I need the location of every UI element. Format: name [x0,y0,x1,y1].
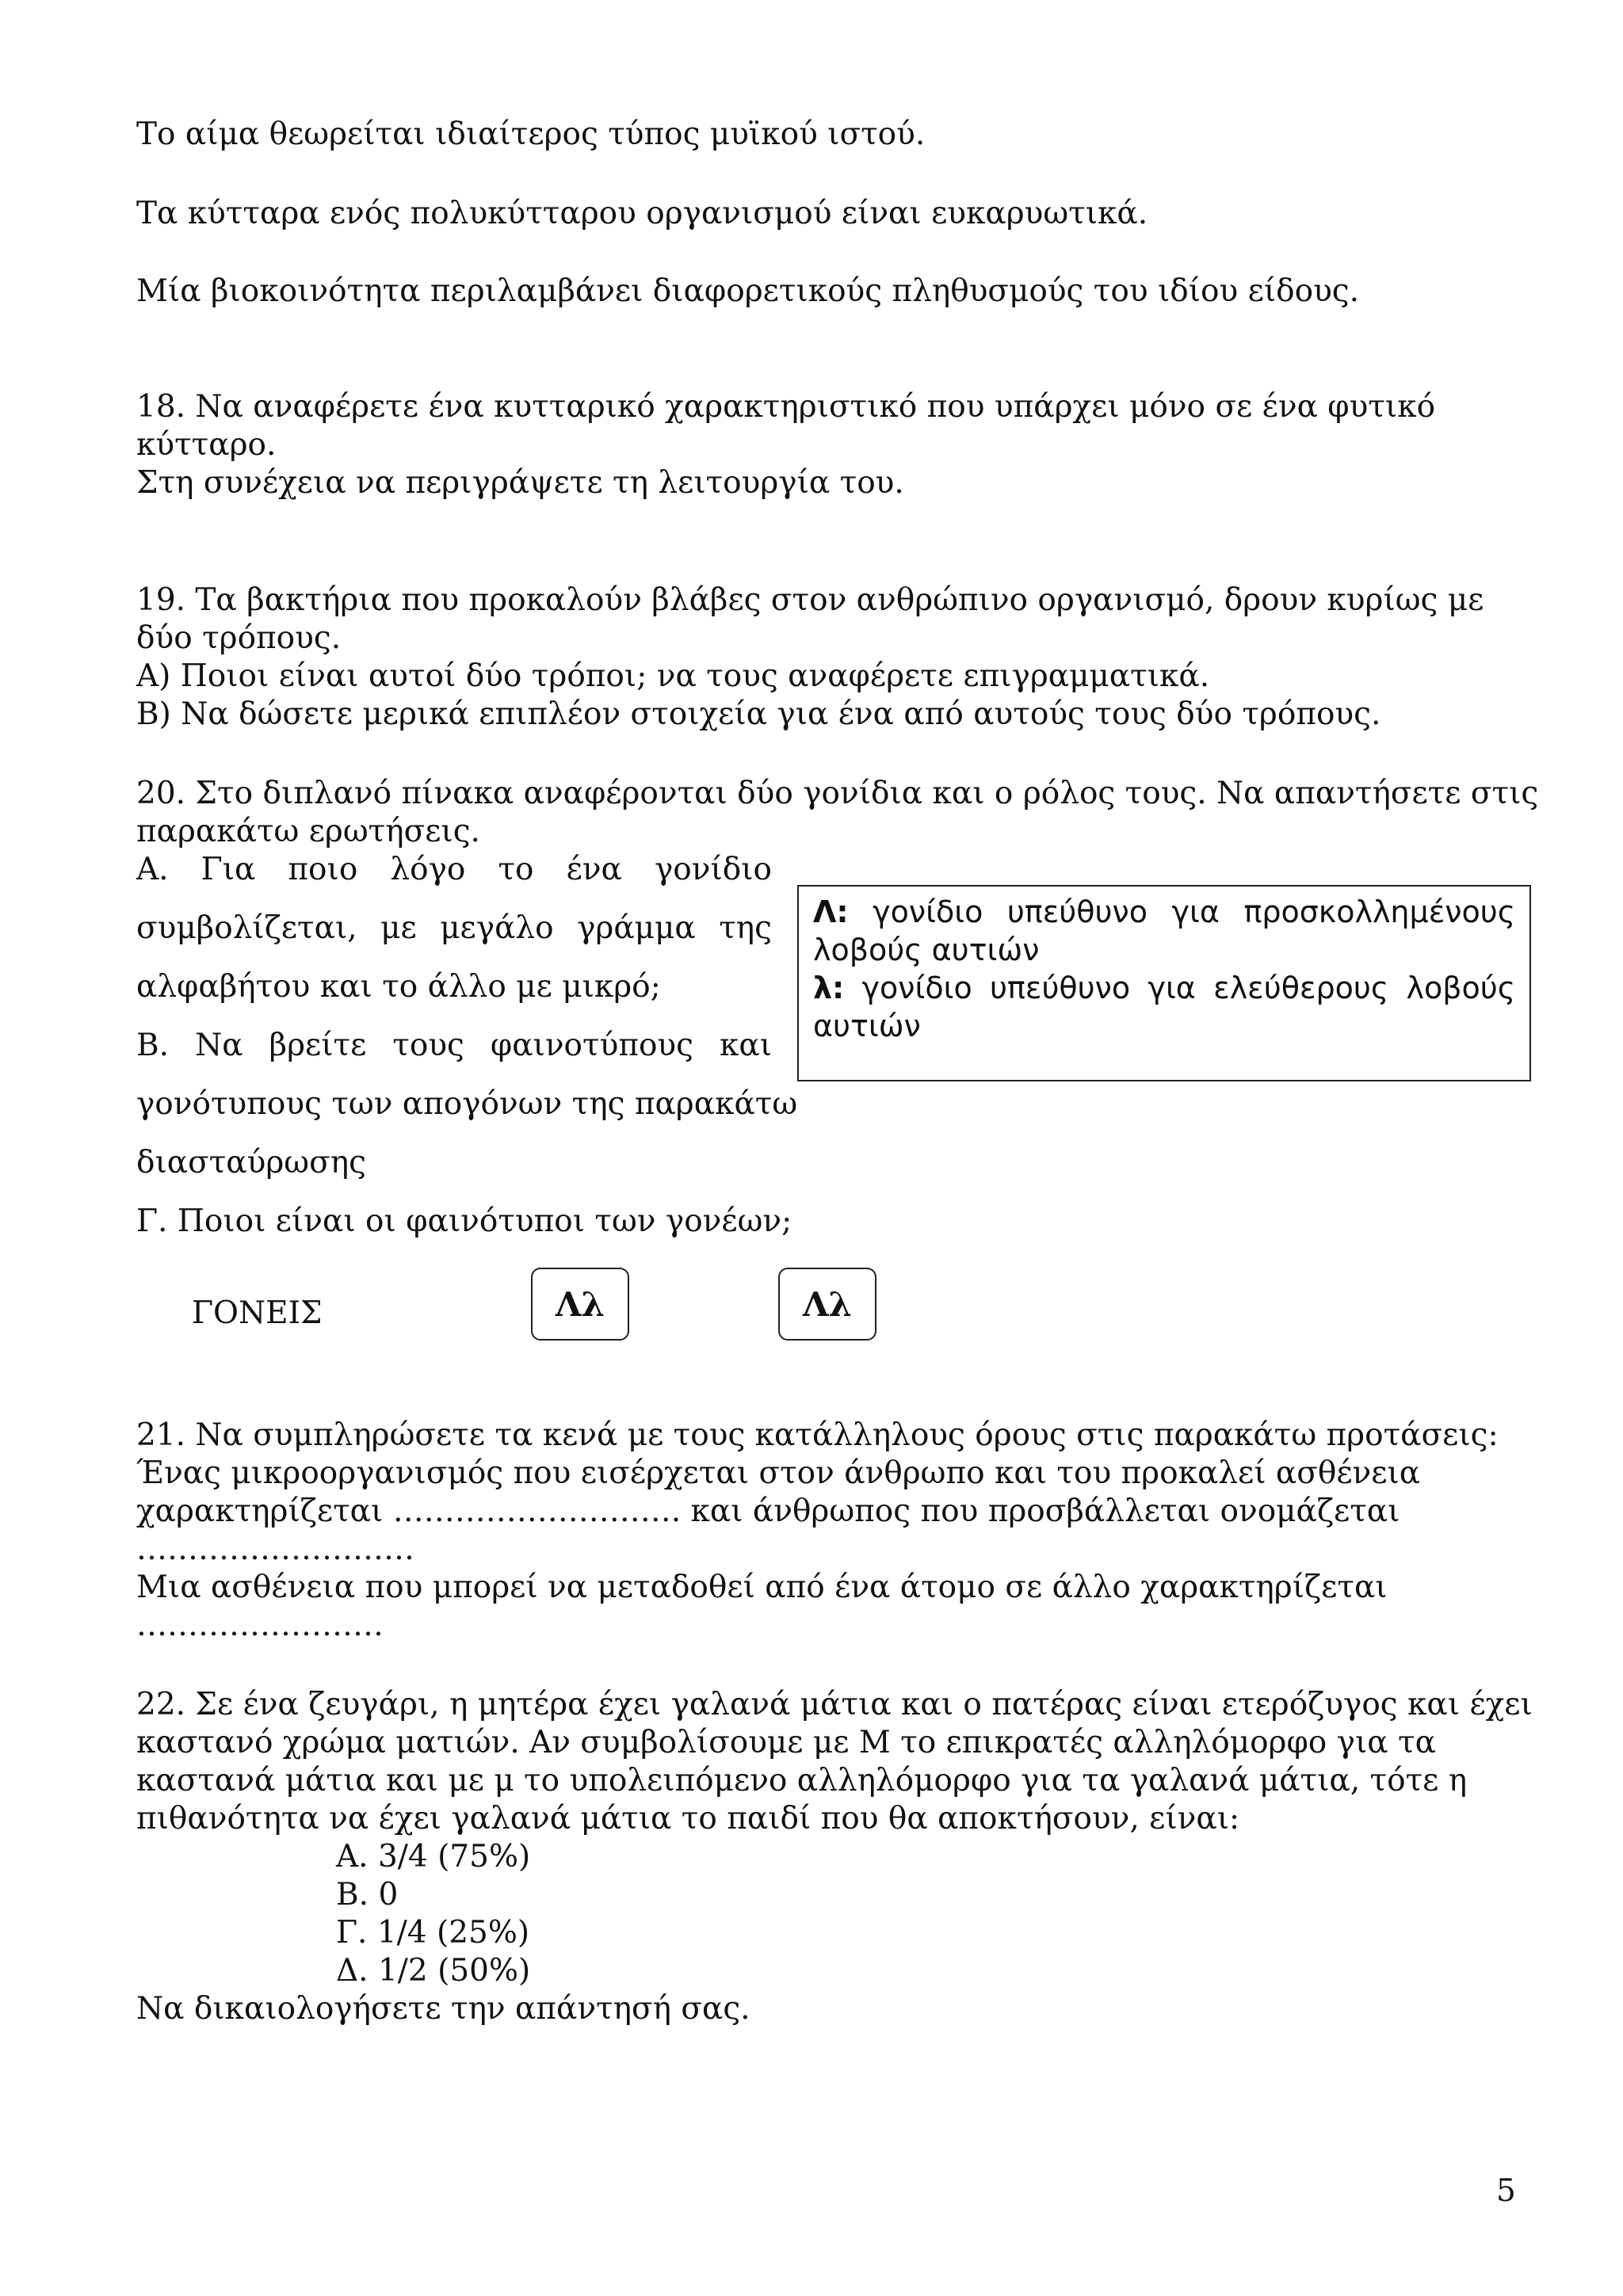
q21-line-6: …………………… [136,1608,384,1643]
gene-dominant-desc-2: λοβούς αυτιών [813,933,1040,967]
q19-line-3: Α) Ποιοι είναι αυτοί δύο τρόποι; να τους αναφέρετε επιγραμματικά. [136,658,1210,694]
q19-line-1: 19. Τα βακτήρια που προκαλούν βλάβες στον ανθρώπινο οργανισμό, δρουν κυρίως με [136,582,1484,618]
q22-line-3: καστανά μάτια και με μ το υπολειπόμενο αλληλόμορφο για τα γαλανά μάτια, τότε η [136,1763,1468,1798]
q20-b-line-3: διασταύρωσης [136,1145,366,1180]
statement-1: Το αίμα θεωρείται ιδιαίτερος τύπος μυϊκού ιστού. [136,116,926,152]
q22-option-c: Γ. 1/4 (25%) [336,1915,530,1951]
q22-closing: Να δικαιολογήσετε την απάντησή σας. [136,1991,750,2027]
parents-label: ΓΟΝΕΙΣ [192,1295,323,1331]
gene-recessive-desc-1: γονίδιο υπεύθυνο για ελεύθερους λοβούς [844,971,1515,1005]
gene-dominant-desc-1: γονίδιο υπεύθυνο για προσκολλημένους [848,894,1515,929]
gene-recessive-desc-2: αυτιών [813,1009,921,1043]
q20-c-line-1: Γ. Ποιοι είναι οι φαινότυποι των γονέων; [136,1203,792,1239]
q20-b-line-2: γονότυπους των απογόνων της παρακάτω [136,1086,798,1122]
q19-line-4: Β) Να δώσετε μερικά επιπλέον στοιχεία για ένα από αυτούς τους δύο τρόπους. [136,696,1381,732]
gene-table [797,885,1531,1081]
q21-line-1: 21. Να συμπληρώσετε τα κενά με τους κατάλληλους όρους στις παρακάτω προτάσεις: [136,1417,1499,1453]
gene-dominant-row [813,893,1515,931]
parent-2-genotype: Λλ [778,1268,876,1341]
q18-line-1: 18. Να αναφέρετε ένα κυτταρικό χαρακτηριστικό που υπάρχει μόνο σε ένα φυτικό [136,389,1436,425]
q20-a-line-1: Α. Για ποιο λόγο το ένα γονίδιο [136,852,772,887]
q22-line-2: καστανό χρώμα ματιών. Αν συμβολίσουμε με Μ το επικρατές αλληλόμορφο για τα [136,1725,1436,1760]
q18-line-3: Στη συνέχεια να περιγράψετε τη λειτουργία του. [136,465,904,501]
q22-option-d: Δ. 1/2 (50%) [336,1953,531,1989]
q19-line-2: δύο τρόπους. [136,620,342,656]
q21-line-5: Μια ασθένεια που μπορεί να μεταδοθεί από ένα άτομο σε άλλο χαρακτηρίζεται [136,1569,1388,1605]
q18-line-2: κύτταρο. [136,427,277,463]
gene-dominant-symbol: Λ: [813,894,849,929]
q22-option-b: Β. 0 [336,1877,399,1913]
q22-line-1: 22. Σε ένα ζευγάρι, η μητέρα έχει γαλανά μάτια και ο πατέρας είναι ετερόζυγος και έχει [136,1687,1533,1722]
q21-line-4: ……………………… [136,1531,414,1567]
gene-recessive-row [813,969,1515,1007]
page-number: 5 [1496,2173,1516,2209]
q22-line-4: πιθανότητα να έχει γαλανά μάτια το παιδί που θα αποκτήσουν, είναι: [136,1801,1240,1836]
gene-recessive-symbol: λ: [813,971,845,1005]
parent-1-genotype: Λλ [531,1268,629,1341]
q20-line-2: παρακάτω ερωτήσεις. [136,814,480,849]
q21-line-2: Ένας μικροοργανισμός που εισέρχεται στον άνθρωπο και του προκαλεί ασθένεια [136,1455,1421,1491]
q20-b-line-1: Β. Να βρείτε τους φαινοτύπους και [136,1028,772,1063]
q21-line-3: χαρακτηρίζεται ………………………. και άνθρωπος που προσβάλλεται ονομάζεται [136,1493,1400,1529]
q22-option-a: Α. 3/4 (75%) [336,1839,531,1875]
statement-3: Μία βιοκοινότητα περιλαμβάνει διαφορετικούς πληθυσμούς του ιδίου είδους. [136,273,1360,309]
q20-a-line-3: αλφαβήτου και το άλλο με μικρό; [136,969,661,1005]
q20-line-1: 20. Στο διπλανό πίνακα αναφέρονται δύο γονίδια και ο ρόλος τους. Να απαντήσετε στις [136,776,1539,811]
statement-2: Τα κύτταρα ενός πολυκύτταρου οργανισμού είναι ευκαρυωτικά. [136,196,1148,231]
q20-a-line-2: συμβολίζεται, με μεγάλο γράμμα της [136,910,772,946]
